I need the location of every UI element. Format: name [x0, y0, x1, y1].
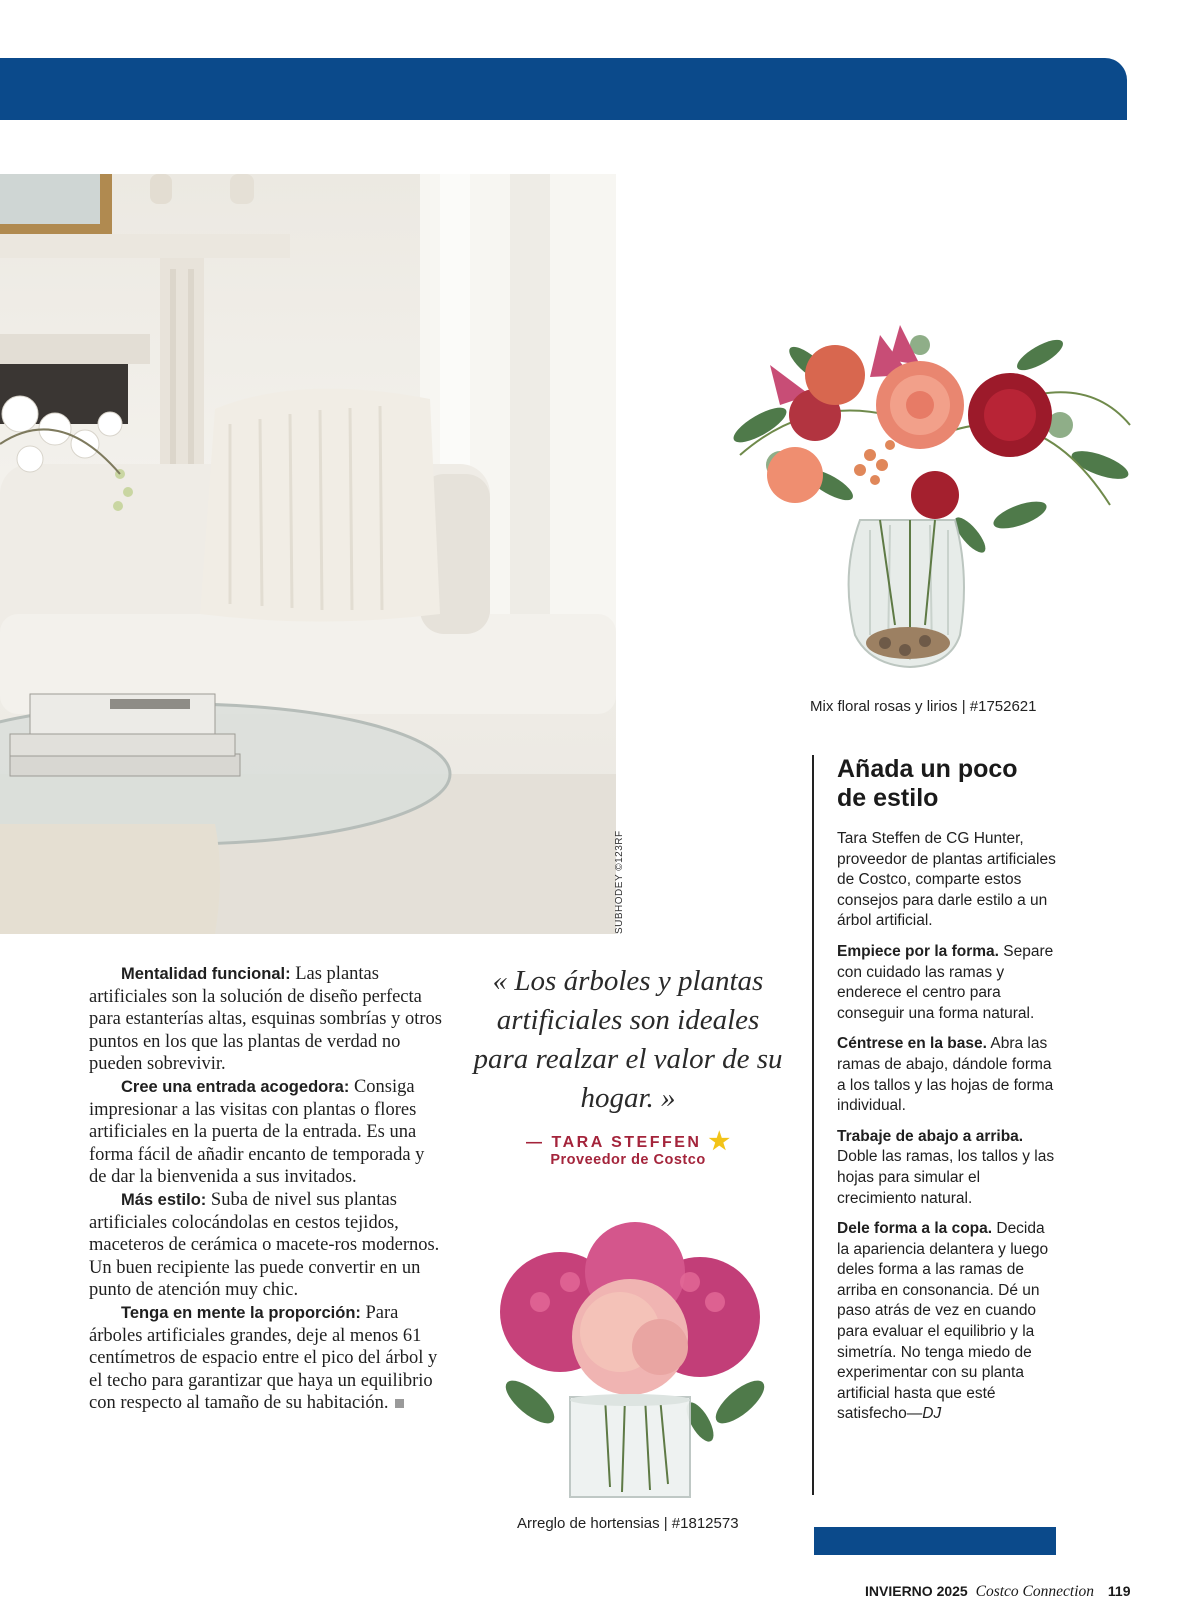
photo-credit: SUBHODEY ©123RF — [614, 830, 625, 934]
living-room-photo — [0, 174, 616, 934]
page-footer — [865, 1583, 1131, 1601]
paragraph-text: Para árboles artificiales grandes, deje al menos 61 centímetros de espacio entre el pico del árbol y el techo para garantizar que haya un equilibrio con respecto al tamaño de su habitación. — [89, 1302, 438, 1414]
body-paragraph — [89, 1302, 444, 1415]
body-paragraph — [89, 1076, 444, 1189]
sidebar-title — [837, 755, 1060, 813]
paragraph-text: Consiga impresionar a las visitas con plantas o flores artificiales en la puerta de la entrada. Es una forma fácil de añadir encanto de temporada y de dar la bienvenida a sus invitados. — [89, 1076, 425, 1188]
tip-text: Decida la apariencia delantera y luego deles forma a las ramas de arriba en consonancia. Dé un paso atrás de vez en cuando para evaluar el equilibrio y la simetría. No tenga miedo de experimentar con su planta artificial hasta que esté satisfecho— — [837, 1220, 1049, 1423]
rose-mix-caption: Mix floral rosas y lirios | #1752621 — [810, 698, 1037, 715]
issue-season: INVIERNO 2025 — [865, 1583, 968, 1599]
hydrangea-illustration — [500, 1222, 770, 1504]
hydrangea-arrangement-image — [500, 1222, 770, 1504]
magazine-name: Costco Connection — [975, 1583, 1095, 1600]
tip-lead: Empiece por la forma. — [837, 942, 999, 960]
living-room-illustration — [0, 174, 616, 934]
top-banner — [0, 58, 1127, 120]
sidebar-title-line1: Añada un poco — [837, 755, 1018, 783]
page-number: 119 — [1107, 1583, 1131, 1599]
sidebar-title-line2: de estilo — [837, 784, 939, 812]
sidebar-tip — [837, 1127, 1060, 1209]
paragraph-text: Suba de nivel sus plantas artificiales colocándolas en cestos tejidos, maceteros de cerámica o macete-ros modernos. Un buen recipiente las puede convertir en un punto de atención muy chic. — [89, 1189, 440, 1301]
tip-text: Abra las ramas de abajo, dándole forma a los tallos y las hojas de forma individual. — [837, 1035, 1054, 1115]
tip-text: Doble las ramas, los tallos y las hojas para simular el crecimiento natural. — [837, 1148, 1055, 1207]
sidebar-bottom-bar — [814, 1527, 1056, 1555]
star-icon: ★ — [708, 1128, 730, 1155]
tip-text: Separe con cuidado las ramas y enderece el centro para conseguir una forma natural. — [837, 942, 1054, 1022]
paragraph-lead: Más estilo: — [121, 1190, 207, 1209]
paragraph-lead: Tenga en mente la proporción: — [121, 1303, 361, 1322]
paragraph-text: Las plantas artificiales son la solución de diseño perfecta para estanterías altas, esquinas sombrías y otros puntos en los que las plantas de verdad no pueden sobrevivir. — [89, 964, 442, 1075]
end-mark-icon — [395, 1399, 404, 1408]
paragraph-lead: Cree una entrada acogedora: — [121, 1077, 350, 1096]
tip-lead: Trabaje de abajo a arriba. — [837, 1127, 1024, 1145]
rose-lily-arrangement-image — [720, 305, 1150, 695]
sidebar-tip — [837, 942, 1060, 1024]
pull-quote: « Los árboles y plantas artificiales son ideales para realzar el valor de su hogar. » — [473, 965, 783, 1114]
quote-author-role: Proveedor de Costco — [550, 1152, 706, 1168]
sidebar-intro: Tara Steffen de CG Hunter, proveedor de plantas artificiales de Costco, comparte estos consejos para darle estilo a un árbol artificial. — [837, 830, 1056, 930]
tip-lead: Céntrese en la base. — [837, 1035, 987, 1053]
paragraph-lead: Mentalidad funcional: — [121, 965, 291, 983]
author-signature: DJ — [922, 1405, 942, 1423]
sidebar-tip — [837, 1219, 1060, 1425]
tip-lead: Dele forma a la copa. — [837, 1220, 993, 1238]
sidebar-tip — [837, 1034, 1060, 1116]
hydrangea-caption: Arreglo de hortensias | #1812573 — [517, 1515, 739, 1532]
body-paragraph — [89, 963, 444, 1076]
article-body — [89, 963, 444, 1415]
style-tips-sidebar — [812, 755, 1060, 1495]
rose-lily-illustration — [720, 305, 1150, 695]
body-paragraph — [89, 1189, 444, 1302]
quote-author-name: — TARA STEFFEN — [526, 1134, 702, 1151]
